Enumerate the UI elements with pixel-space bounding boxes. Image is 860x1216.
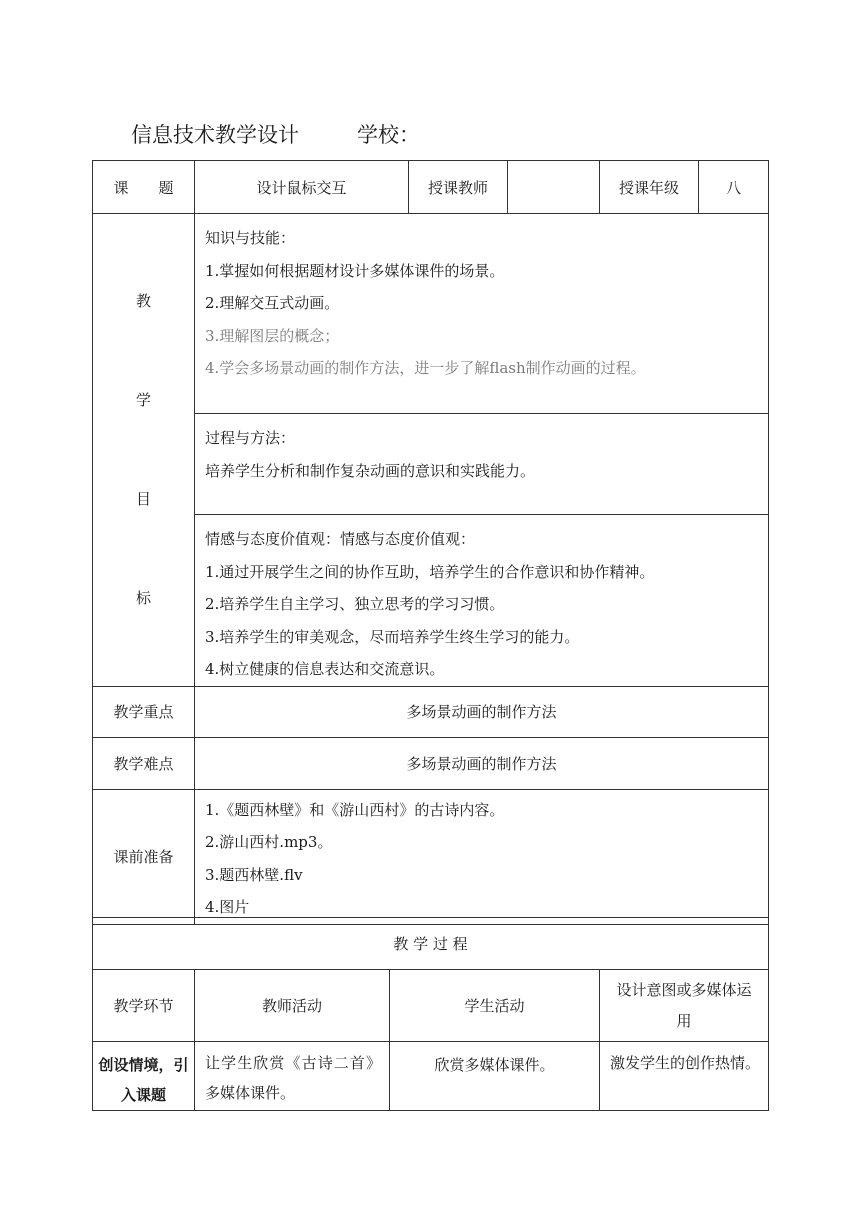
- column-header-student: 学生活动: [390, 970, 600, 1042]
- objectives-char: 标: [135, 588, 151, 607]
- knowledge-heading: 知识与技能：: [205, 229, 296, 247]
- column-header-stage: 教学环节: [93, 970, 195, 1042]
- objectives-label: [93, 214, 195, 687]
- objectives-char: 学: [135, 390, 151, 409]
- process-header-row: [93, 970, 769, 1042]
- difficulty-row: [93, 737, 769, 789]
- teaching-process-table: [92, 917, 769, 1111]
- objectives-char: 教: [135, 291, 151, 310]
- emotion-cell: [195, 515, 769, 687]
- preparation-item: 1.《题西林壁》和《游山西村》的古诗内容。: [205, 800, 505, 819]
- preparation-cell: [195, 789, 769, 924]
- key-point-value: 多场景动画的制作方法: [195, 686, 769, 737]
- student-activity-cell: 欣赏多媒体课件。: [390, 1042, 600, 1111]
- knowledge-item: 2.理解交互式动画。: [205, 294, 340, 312]
- stage-cell: 创设情境，引入课题: [93, 1042, 195, 1111]
- teacher-activity-cell: 让学生欣赏《古诗二首》多媒体课件。: [195, 1042, 390, 1111]
- emotion-item: 1.通过开展学生之间的协作互助，培养学生的合作意识和协作精神。: [205, 562, 655, 581]
- knowledge-item: 3.理解图层的概念；: [205, 326, 340, 345]
- process-item: 培养学生分析和制作复杂动画的意识和实践能力。: [205, 461, 536, 480]
- preparation-item: 3.题西林壁.flv: [205, 865, 303, 884]
- document-title: 信息技术教学设计: [131, 123, 299, 147]
- emotion-item: 4.树立健康的信息表达和交流意识。: [205, 660, 445, 678]
- process-heading: 过程与方法：: [205, 429, 296, 447]
- emotion-row: [93, 515, 769, 687]
- process-method-row: [93, 414, 769, 515]
- knowledge-cell: [195, 214, 769, 414]
- page-title: [131, 119, 420, 149]
- key-point-row: [93, 686, 769, 737]
- teacher-value: [508, 161, 600, 214]
- knowledge-row: [93, 214, 769, 414]
- column-header-intent: 设计意图或多媒体运用: [600, 970, 769, 1042]
- key-point-label: 教学重点: [93, 686, 195, 737]
- grade-label: 授课年级: [600, 161, 699, 214]
- difficulty-value: 多场景动画的制作方法: [195, 737, 769, 789]
- info-row: [93, 161, 769, 214]
- column-header-teacher: 教师活动: [195, 970, 390, 1042]
- process-method-cell: [195, 414, 769, 515]
- preparation-row: [93, 789, 769, 924]
- knowledge-item: 4.学会多场景动画的制作方法，进一步了解flash制作动画的过程。: [205, 359, 646, 377]
- teacher-label: 授课教师: [409, 161, 508, 214]
- table-row: [93, 1042, 769, 1111]
- process-title: 教 学 过 程: [93, 918, 769, 970]
- emotion-heading: 情感与态度价值观：情感与态度价值观：: [205, 530, 476, 548]
- objectives-char: 目: [135, 489, 151, 508]
- lesson-plan-table: [92, 160, 769, 925]
- preparation-item: 2.游山西村.mp3。: [205, 833, 333, 851]
- grade-value: 八: [699, 161, 769, 214]
- process-title-row: [93, 918, 769, 970]
- difficulty-label: 教学难点: [93, 737, 195, 789]
- emotion-item: 2.培养学生自主学习、独立思考的学习习惯。: [205, 595, 505, 613]
- emotion-item: 3.培养学生的审美观念，尽而培养学生终生学习的能力。: [205, 627, 580, 646]
- school-label: 学校：: [357, 123, 420, 147]
- knowledge-item: 1.掌握如何根据题材设计多媒体课件的场景。: [205, 261, 505, 280]
- intent-cell: 激发学生的创作热情。: [600, 1042, 769, 1111]
- topic-value: 设计鼠标交互: [195, 161, 409, 214]
- topic-label: 课 题: [93, 161, 195, 214]
- preparation-label: 课前准备: [93, 789, 195, 924]
- preparation-item: 4.图片: [205, 898, 250, 916]
